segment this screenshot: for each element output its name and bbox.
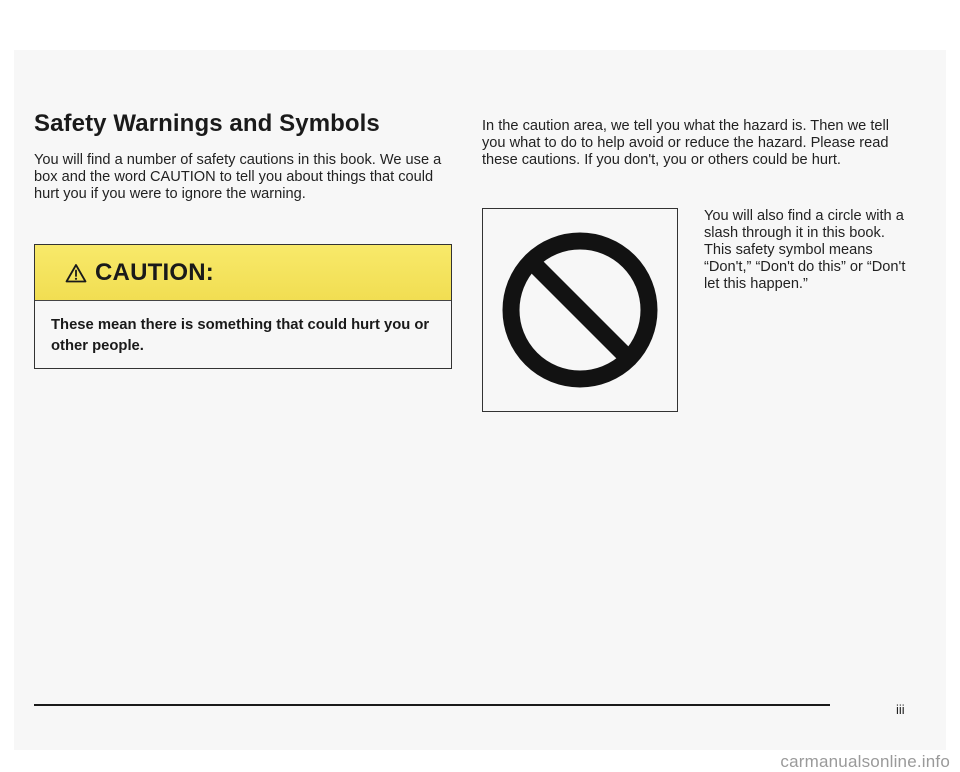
prohibition-circle-slash-icon	[499, 227, 661, 393]
safety-symbol-frame	[482, 208, 678, 412]
warning-triangle-icon	[65, 263, 87, 283]
intro-paragraph: You will find a number of safety cautions in this book. We use a box and the word CAUTION to tell you about things that could hurt you if you were to ignore the warning.	[34, 152, 442, 202]
symbol-paragraph: You will also find a circle with a slash through it in this book. This safety symbol means “Don't,” “Don't do this” or “Don't let this happen.”	[704, 208, 906, 292]
caution-box	[34, 244, 452, 369]
caution-header	[35, 245, 451, 301]
caution-title: CAUTION:	[95, 258, 214, 286]
page-number: iii	[896, 702, 905, 717]
page-heading: Safety Warnings and Symbols	[34, 110, 380, 137]
caution-body: These mean there is something that could hurt you or other people.	[51, 317, 430, 354]
footer-rule	[34, 704, 830, 706]
watermark-text: carmanualsonline.info	[780, 752, 950, 771]
hazard-paragraph: In the caution area, we tell you what the hazard is. Then we tell you what to do to help avoid or reduce the hazard. Please read these cautions. If you don't, you or others could be hurt.	[482, 118, 889, 168]
